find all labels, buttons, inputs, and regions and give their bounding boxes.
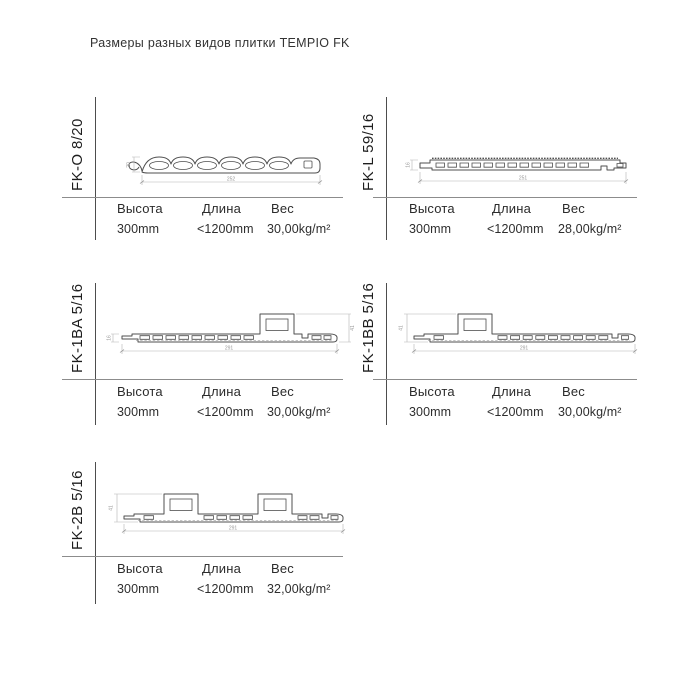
col-header-height: Высота	[117, 384, 163, 399]
col-header-length: Длина	[492, 201, 532, 216]
value-weight: 28,00kg/m²	[558, 222, 622, 236]
col-header-weight: Вес	[562, 384, 586, 399]
col-header-weight: Вес	[562, 201, 586, 216]
box-inner-core-right	[264, 499, 286, 511]
section-label: FK-1BB 5/16	[360, 282, 377, 373]
col-header-weight: Вес	[271, 561, 295, 576]
col-header-height: Высота	[409, 384, 455, 399]
section-label: FK-L 59/16	[360, 113, 377, 191]
width-dimension-label: 252	[226, 176, 236, 183]
profile-drawing-fk-1ba	[108, 298, 358, 364]
value-length: <1200mm	[197, 405, 254, 419]
thickness-dimension-label: 16	[405, 162, 412, 168]
col-header-weight: Вес	[271, 201, 295, 216]
box-height-dimension-line	[404, 314, 456, 342]
thickness-dimension-label: 20	[126, 162, 132, 168]
profile-drawing-fk-l	[405, 144, 643, 196]
page-title: Размеры разных видов плитки TEMPIO FK	[90, 36, 350, 50]
section-divider	[373, 197, 637, 198]
value-length: <1200mm	[487, 405, 544, 419]
col-header-length: Длина	[202, 384, 242, 399]
section-divider	[62, 556, 343, 557]
box-inner-core	[464, 319, 486, 331]
section-label: FK-2B 5/16	[69, 470, 86, 550]
col-header-length: Длина	[202, 561, 242, 576]
col-header-height: Высота	[117, 201, 163, 216]
section-vertical-rule	[95, 462, 96, 604]
profile-outline	[122, 314, 337, 342]
value-length: <1200mm	[487, 222, 544, 236]
col-header-length: Длина	[492, 384, 532, 399]
value-weight: 30,00kg/m²	[558, 405, 622, 419]
width-dimension-label: 291	[228, 525, 238, 532]
box-inner-core-left	[170, 499, 192, 511]
col-header-length: Длина	[202, 201, 242, 216]
section-vertical-rule	[95, 97, 96, 240]
width-dimension-label: 251	[518, 175, 528, 182]
end-square-core	[304, 161, 312, 168]
width-dimension-label: 291	[519, 345, 529, 352]
section-vertical-rule	[95, 283, 96, 425]
section-divider	[62, 379, 343, 380]
profile-outline	[414, 314, 635, 342]
box-height-dimension-label: 41	[350, 325, 356, 331]
hollow-cores	[144, 516, 338, 520]
value-height: 300mm	[409, 405, 452, 419]
profile-drawing-fk-2b	[108, 478, 358, 544]
thickness-dimension-label: 16	[106, 335, 113, 341]
profile-drawing-fk-1bb	[398, 298, 648, 364]
value-length: <1200mm	[197, 582, 254, 596]
section-divider	[62, 197, 343, 198]
hollow-cores	[436, 163, 623, 167]
value-height: 300mm	[117, 405, 160, 419]
value-height: 300mm	[409, 222, 452, 236]
hollow-cores	[434, 336, 629, 340]
col-header-weight: Вес	[271, 384, 295, 399]
box-height-dimension-label: 41	[108, 505, 115, 511]
section-divider	[373, 379, 637, 380]
value-weight: 32,00kg/m²	[267, 582, 331, 596]
col-header-height: Высота	[409, 201, 455, 216]
box-height-dimension-line	[114, 494, 162, 522]
section-vertical-rule	[386, 283, 387, 425]
box-inner-core	[266, 319, 288, 331]
section-vertical-rule	[386, 97, 387, 240]
value-weight: 30,00kg/m²	[267, 405, 331, 419]
profile-outline	[420, 160, 626, 170]
col-header-height: Высота	[117, 561, 163, 576]
value-length: <1200mm	[197, 222, 254, 236]
section-label: FK-1BA 5/16	[69, 283, 86, 373]
value-height: 300mm	[117, 222, 160, 236]
profile-drawing-fk-o	[118, 144, 348, 196]
width-dimension-label: 291	[224, 345, 234, 352]
section-label: FK-O 8/20	[69, 118, 86, 191]
value-weight: 30,00kg/m²	[267, 222, 331, 236]
value-height: 300mm	[117, 582, 160, 596]
box-height-dimension-label: 41	[398, 325, 405, 331]
